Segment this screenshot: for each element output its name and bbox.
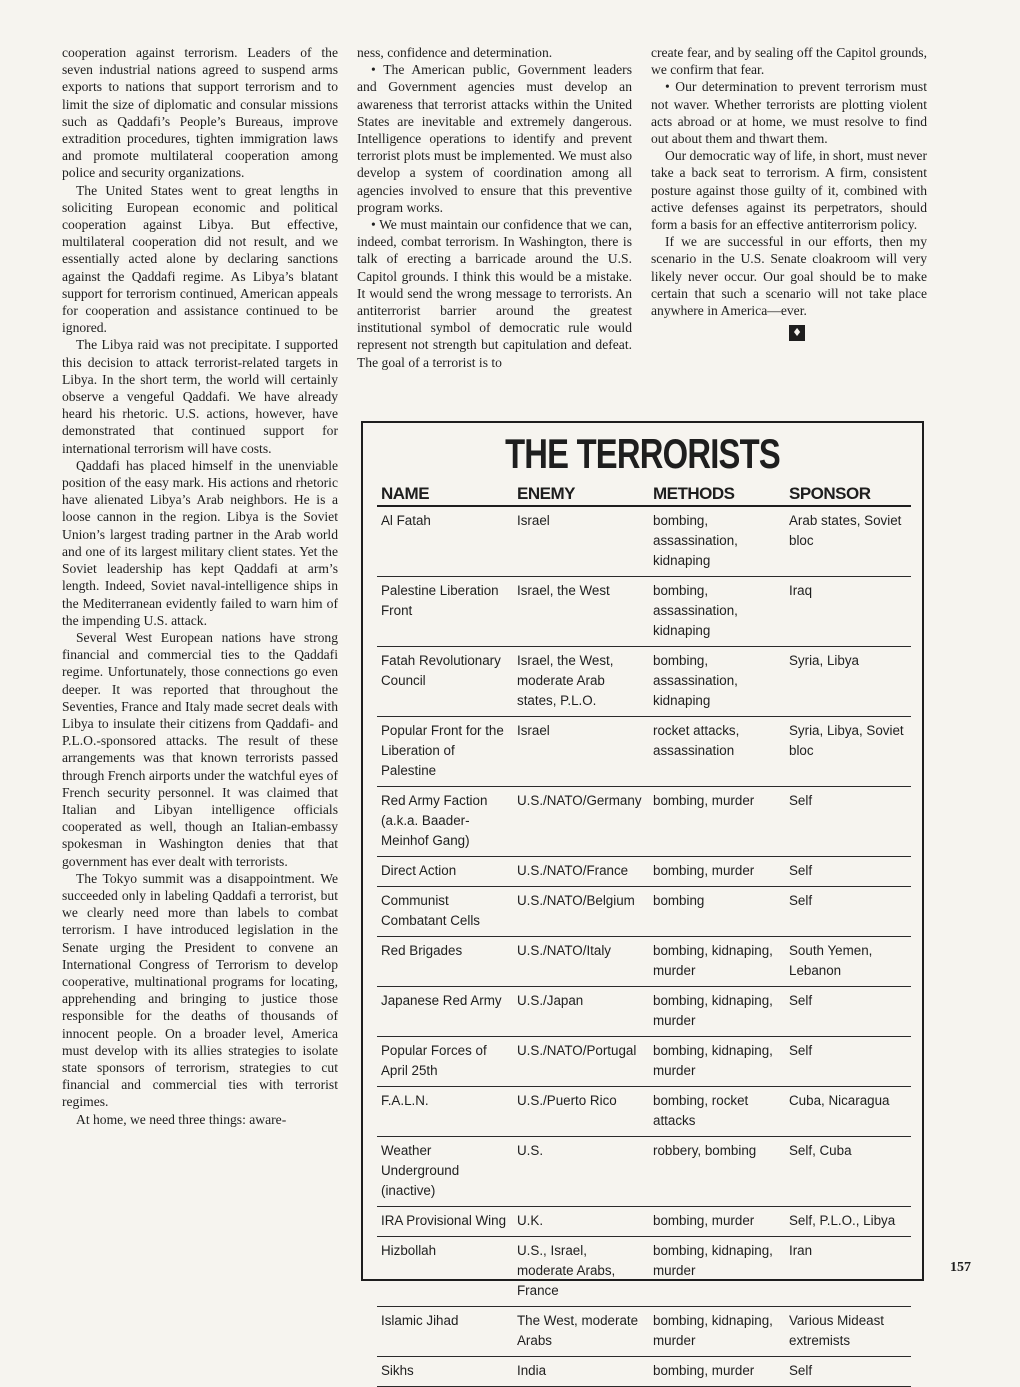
- table-cell-enemy: U.S./Japan: [513, 987, 649, 1037]
- article-paragraph: At home, we need three things: aware-: [76, 1111, 287, 1127]
- column-header-name: NAME: [377, 481, 513, 506]
- table-cell-sponsor: Self: [785, 1357, 911, 1387]
- page-number: 157: [950, 1260, 971, 1275]
- table-row: [377, 937, 911, 987]
- table-cell-sponsor: Self: [785, 857, 911, 887]
- table-cell-methods: bombing, kidnaping, murder: [649, 1037, 785, 1087]
- table-cell-sponsor: Cuba, Nicaragua: [785, 1087, 911, 1137]
- table-cell-methods: bombing, kidnaping, murder: [649, 1237, 785, 1307]
- article-paragraph: The United States went to great lengths in soliciting European economic and political cooperation against Libya. But effective, multilateral cooperation did not result, and we essentially acted alone by declaring sanctions against the Qaddafi regime. As Libya’s blatant support for terrorism continued, American appeals for cooperation and assistance continued to be ignored.: [62, 182, 338, 336]
- table-cell-methods: bombing, assassination, kidnaping: [649, 647, 785, 717]
- table-cell-name: Popular Forces of April 25th: [377, 1037, 513, 1087]
- table-cell-methods: bombing, murder: [649, 857, 785, 887]
- article-paragraph: • The American public, Government leaders and Government agencies must develop an awareness that terrorist attacks within the United States are inevitable and extremely dangerous. Intelligence operations to identify and prevent terrorist plots must be implemented. We must also develop a system of coordination among all agencies involved to ensure that this preventive program works.: [357, 62, 632, 215]
- table-cell-name: Hizbollah: [377, 1237, 513, 1307]
- table-cell-name: Weather Underground (inactive): [377, 1137, 513, 1207]
- table-row: [377, 1087, 911, 1137]
- table-row: [377, 857, 911, 887]
- table-cell-sponsor: Iraq: [785, 577, 911, 647]
- table-cell-enemy: U.S./NATO/Germany: [513, 787, 649, 857]
- table-cell-methods: bombing, assassination, kidnaping: [649, 577, 785, 647]
- table-cell-name: Japanese Red Army: [377, 987, 513, 1037]
- article-paragraph: Qaddafi has placed himself in the unenviable position of the easy mark. His actions and rhetoric have alienated Libya’s Arab neighbors. He is a loose cannon in the region. Libya is the Soviet Union’s largest trading partner in the Arab world and one of its largest military client states. Yet the Soviet leadership has kept Qaddafi at arm’s length. Indeed, Soviet naval-intelligence ships in the Mediterranean evidently failed to warn him of the impending U.S. attack.: [62, 457, 338, 628]
- column-header-methods: METHODS: [649, 481, 785, 506]
- table-cell-name: Red Army Faction (a.k.a. Baader-Meinhof Gang): [377, 787, 513, 857]
- table-cell-enemy: U.S., Israel, moderate Arabs, France: [513, 1237, 649, 1307]
- table-cell-sponsor: Self, P.L.O., Libya: [785, 1207, 911, 1237]
- table-cell-sponsor: Self, Cuba: [785, 1137, 911, 1207]
- table-row: [377, 1207, 911, 1237]
- table-cell-sponsor: Iran: [785, 1237, 911, 1307]
- table-cell-methods: robbery, bombing: [649, 1137, 785, 1207]
- column-header-sponsor: SPONSOR: [785, 481, 911, 506]
- article-paragraph: Our democratic way of life, in short, must never take a back seat to terrorism. A firm, consistent posture against those guilty of it, combined with active defenses against its perpetrators, should form a basis for an effective antiterrorism policy.: [651, 148, 927, 233]
- terrorists-table-box: [361, 421, 924, 1378]
- table-cell-methods: bombing, murder: [649, 1357, 785, 1387]
- rabbit-logo-icon: ♦: [789, 325, 805, 341]
- table-cell-sponsor: Self: [785, 987, 911, 1037]
- table-row: [377, 1237, 911, 1307]
- table-cell-enemy: Israel, the West, moderate Arab states, P.L.O.: [513, 647, 649, 717]
- table-cell-name: F.A.L.N.: [377, 1087, 513, 1137]
- article-paragraph: The Libya raid was not precipitate. I supported this decision to attack terrorist-related targets in Libya. In the short term, the world will certainly observe a vengeful Qaddafi. We have already heard his rhetoric. U.S. actions, however, have demonstrated that continued support for international terrorism will have costs.: [62, 337, 338, 456]
- table-row: [377, 1137, 911, 1207]
- table-row: [377, 1037, 911, 1087]
- table-cell-methods: bombing, assassination, kidnaping: [649, 506, 785, 577]
- table-cell-enemy: U.S./NATO/Italy: [513, 937, 649, 987]
- table-cell-methods: bombing, kidnaping, murder: [649, 987, 785, 1037]
- table-row: [377, 1357, 911, 1387]
- table-cell-enemy: U.S./NATO/Belgium: [513, 887, 649, 937]
- table-cell-sponsor: Arab states, Soviet bloc: [785, 506, 911, 577]
- table-cell-sponsor: Self: [785, 787, 911, 857]
- table-header-row: [377, 481, 911, 506]
- table-cell-methods: bombing, kidnaping, murder: [649, 937, 785, 987]
- article-paragraph: create fear, and by sealing off the Capitol grounds, we confirm that fear.: [651, 45, 927, 78]
- table-cell-enemy: U.S.: [513, 1137, 649, 1207]
- article-paragraph: If we are successful in our efforts, then my scenario in the U.S. Senate cloakroom will very likely never occur. Our goal should be to make certain that such a scenario will not take place anywhere in America—ever.: [651, 234, 927, 319]
- article-column-3: [651, 44, 927, 341]
- article-paragraph: cooperation against terrorism. Leaders of the seven industrial nations agreed to suspend arms exports to nations that support terrorism and to limit the size of diplomatic and consular missions such as Qaddafi’s People’s Bureaus, improve extradition procedures, tighten immigration laws and promote multilateral cooperation among police and security organizations.: [62, 45, 338, 181]
- table-cell-name: IRA Provisional Wing: [377, 1207, 513, 1237]
- article-paragraph: Several West European nations have strong financial and commercial ties to the Qaddafi regime. Unfortunately, those connections go even deeper. It was reported that throughout the Seventies, France and Italy made secret deals with Libya to insulate their citizens from Qaddafi- and P.L.O.-sponsored attacks. The result of these arrangements was that known terrorists passed through French airports under the watchful eyes of French security personnel. It was claimed that Italian and Libyan intelligence officials cooperated as well, though an Italian-embassy spokesman in Washington denies that that government has ever dealt with terrorists.: [62, 629, 338, 869]
- table-cell-name: Islamic Jihad: [377, 1307, 513, 1357]
- table-row: [377, 577, 911, 647]
- article-paragraph: • We must maintain our confidence that we can, indeed, combat terrorism. In Washington, there is talk of erecting a barricade around the U.S. Capitol grounds. I think this would be a mistake. It would send the wrong message to terrorists. An antiterrorist barrier around the greatest institutional symbol of democratic rule would represent not strength but capitulation and defeat. The goal of a terrorist is to: [357, 217, 632, 370]
- table-cell-name: Palestine Liberation Front: [377, 577, 513, 647]
- table-row: [377, 1307, 911, 1357]
- article-paragraph: ness, confidence and determination.: [357, 45, 553, 60]
- table-cell-sponsor: Various Mideast extremists: [785, 1307, 911, 1357]
- table-cell-enemy: Israel, the West: [513, 577, 649, 647]
- table-cell-sponsor: Self: [785, 1037, 911, 1087]
- table-cell-methods: bombing: [649, 887, 785, 937]
- table-cell-enemy: Israel: [513, 717, 649, 787]
- table-row: [377, 987, 911, 1037]
- table-cell-sponsor: South Yemen, Lebanon: [785, 937, 911, 987]
- terrorists-table: [377, 481, 911, 1387]
- table-cell-sponsor: Syria, Libya, Soviet bloc: [785, 717, 911, 787]
- table-cell-methods: rocket attacks, assassination: [649, 717, 785, 787]
- table-cell-sponsor: Self: [785, 887, 911, 937]
- table-cell-name: Direct Action: [377, 857, 513, 887]
- table-cell-name: Popular Front for the Liberation of Palestine: [377, 717, 513, 787]
- article-column-2: [357, 44, 632, 371]
- table-row: [377, 506, 911, 577]
- article-paragraph: The Tokyo summit was a disappointment. We succeeded only in labeling Qaddafi a terrorist, but we clearly need more than labels to combat terrorism. I have introduced legislation in the Senate urging the President to convene an International Congress of Terrorism to develop cooperative, multinational programs for locating, apprehending and bringing to justice those responsible for the deaths of thousands of innocent people. On a broader level, America must develop with its allies strategies to isolate state sponsors of terrorism, strategies to cut financial and commercial ties with terrorist regimes.: [62, 870, 338, 1110]
- table-cell-name: Communist Combatant Cells: [377, 887, 513, 937]
- table-cell-enemy: U.S./NATO/France: [513, 857, 649, 887]
- article-paragraph: • Our determination to prevent terrorism must not waver. Whether terrorists are plotting violent acts abroad or at home, we must resolve to find out about them and thwart them.: [651, 79, 927, 147]
- table-cell-methods: bombing, kidnaping, murder: [649, 1307, 785, 1357]
- table-cell-methods: bombing, murder: [649, 1207, 785, 1237]
- table-title: THE TERRORISTS: [505, 430, 780, 477]
- table-cell-methods: bombing, rocket attacks: [649, 1087, 785, 1137]
- table-row: [377, 647, 911, 717]
- table-cell-methods: bombing, murder: [649, 787, 785, 857]
- table-cell-sponsor: Syria, Libya: [785, 647, 911, 717]
- table-row: [377, 887, 911, 937]
- column-header-enemy: ENEMY: [513, 481, 649, 506]
- table-cell-enemy: The West, moderate Arabs: [513, 1307, 649, 1357]
- article-column-1: [62, 44, 338, 1128]
- table-row: [377, 717, 911, 787]
- table-cell-enemy: U.K.: [513, 1207, 649, 1237]
- table-cell-name: Sikhs: [377, 1357, 513, 1387]
- table-row: [377, 787, 911, 857]
- table-cell-enemy: U.S./Puerto Rico: [513, 1087, 649, 1137]
- table-cell-enemy: India: [513, 1357, 649, 1387]
- table-cell-name: Fatah Revolutionary Council: [377, 647, 513, 717]
- table-cell-enemy: U.S./NATO/Portugal: [513, 1037, 649, 1087]
- table-cell-name: Red Brigades: [377, 937, 513, 987]
- table-cell-name: Al Fatah: [377, 506, 513, 577]
- table-cell-enemy: Israel: [513, 506, 649, 577]
